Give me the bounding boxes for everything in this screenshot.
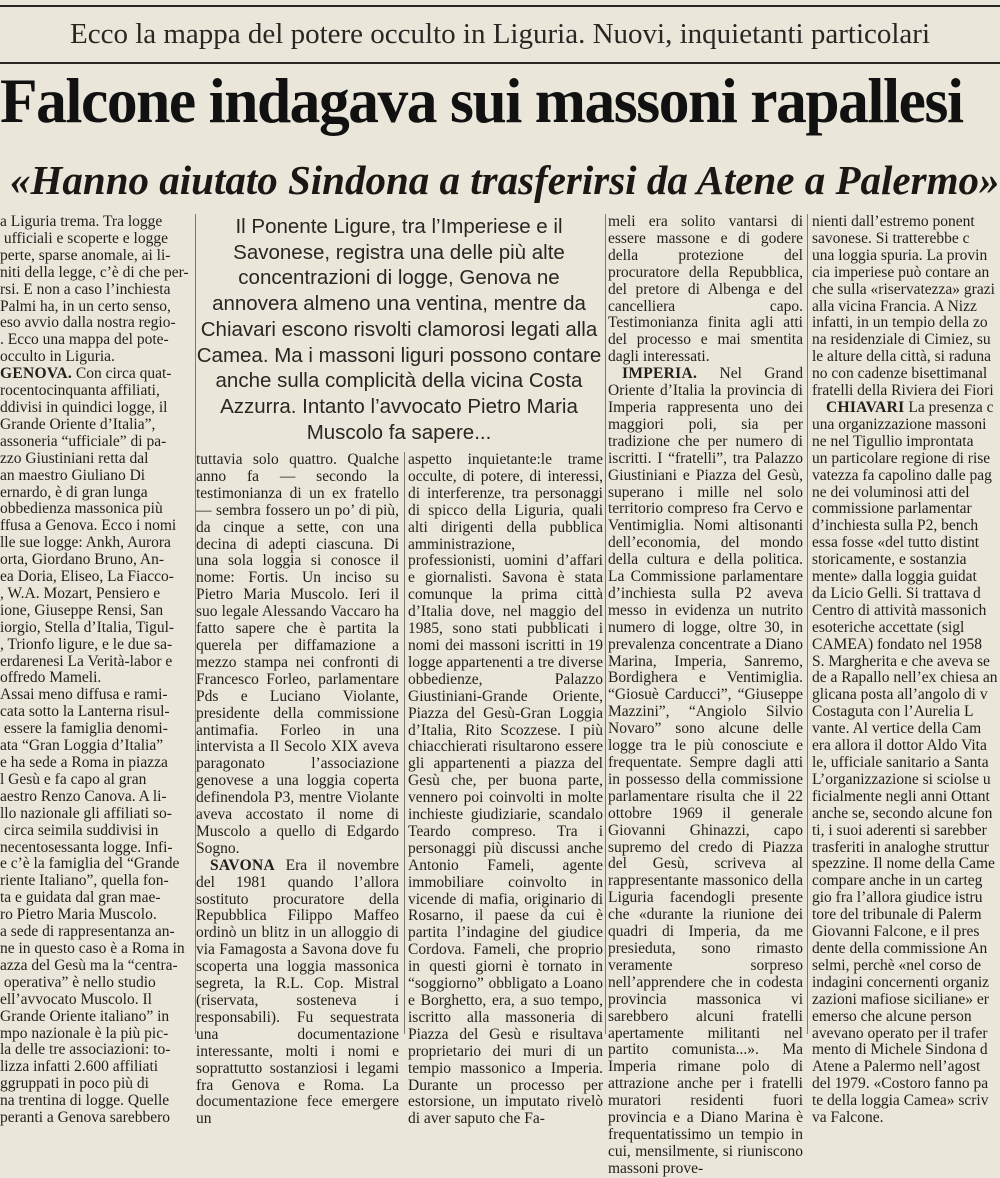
column-4: [608, 213, 803, 1177]
column-divider: [605, 214, 606, 1034]
col1-p3: Assai meno diffusa e rami- cata sotto la Lanterna risul- essere la famiglia denomi- ata “Gran Loggia d’Italia” e ha sede a Roma in piazza l Gesù e fa capo al gran aestro Renzo Canova. A li- llo nazionale gli affiliati so- circa seimila suddivisi in necentosessanta logge. Infi- e c’è la famiglia del “Grande riente Italiano”, quella fon- ta e guidata dal gran mae- ro Pietro Maria Muscolo. a sede di rappresentanza an- ne in questo caso è a Roma in azza del Gesù ma la “centra- operativa” è nello studio ell’avvocato Muscolo. Il Grande Oriente italiano” in mpo nazionale è la più pic- la delle tre associazioni: to- lizza infatti 2.600 affiliati ggruppati in poco più di na trentina di logge. Quelle peranti a Genova sarebbero: [0, 686, 185, 1127]
section-label-chiavari: CHIAVARI: [826, 398, 905, 416]
col2-p1: tuttavia solo quattro. Qualche anno fa — secondo la testimonianza di un ex fratello — sembra fossero un po’ di più, da cinque a sette, con una decina di adepti ciascuna. Di una sola loggia si conosce il nome: Fortis. Un inciso su Pietro Maria Muscolo. Ieri il suo legale Alessando Vaccaro ha fatto sapere che è partita la querela per diffamazione a mezzo stampa nei confronti di Francesco Forleo, parlamentare Pds e Luciano Violante, presidente della commissione antimafia. Forleo in una intervista a Il Secolo XIX aveva paragonato l’associazione genovese a una loggia coperta definendola P3, mentre Violante aveva accostato il nome di Muscolo a quello di Edgardo Sogno.: [196, 451, 399, 857]
section-label-imperia: IMPERIA.: [622, 365, 698, 383]
col1-genova-text: Con circa quat- rocentocinquanta affiliati, ddivisi in quindici logge, il Grande Oriente d’Italia”, assoneria “ufficiale” di pa- zzo Giustiniani retta dal an maestro Giuliano Di ernardo, è di gran lunga obbedienza massonica più ffusa a Genova. Ecco i nomi lle sue logge: Ankh, Aurora orta, Giordano Bruno, An- ea Doria, Eliseo, La Fiacco- , W.A. Mozart, Pensiero e ione, Giuseppe Rensi, San iorgio, Stella d’Italia, Tigul- , Trionfo ligure, e le due sa- erdarenesi La Verità-labor e offredo Mameli.: [0, 365, 177, 687]
col1-genova: [0, 366, 193, 687]
headline: Falcone indagava sui massoni rapallesi: [0, 65, 963, 136]
column-3: [408, 451, 603, 1128]
lead-text: Il Ponente Ligure, tra l’Imperiese e il Savonese, registra una delle più alte concentrazioni di logge, Genova ne annovera almeno una ventina, mentre da Chiavari escono risvolti clamorosi legati alla Camea. Ma i massoni liguri possono contare anche sulla complicità della vicina Costa Azzurra. Intanto l’avvocato Pietro Maria Muscolo fa sapere...: [196, 215, 602, 444]
section-label-savona: SAVONA: [210, 856, 275, 874]
col3-p1: aspetto inquietante:le trame occulte, di potere, di interessi, di interferenze, tra personaggi di spicco della Liguria, quali alti dirigenti della pubblica amministrazione, professionisti, uomini d’affari e giornalisti. Savona è stata comunque la prima città d’Italia dove, nel maggio del 1985, sono stati pubblicati i nomi dei massoni iscritti in 19 logge appartenenti a tre diverse obbedienze, Palazzo Giustiniani-Grande Oriente, Piazza del Gesù-Gran Loggia d’Italia, Rito Scozzese. I più chiacchierati risultarono essere gli appartenenti a piazza del Gesù che, per buona parte, vennero poi coinvolti in molte inchieste giudiziarie, scandalo Teardo compreso. Tra i personaggi più discussi anche Antonio Fameli, agente immobiliare coinvolto in vicende di mafia, originario di Rosarno, il paese da cui è partita l’indagine del giudice Cordova. Fameli, che proprio in questi giorni è tornato in “soggiorno” obbligato a Loano e Borghetto, era, a suo tempo, iscritto alla massoneria di Piazza del Gesù e risultava proprietario dei muri di un tempio massonico a Imperia. Durante un processo per estorsione, un imputato rivelò di aver saputo che Fa-: [408, 451, 603, 1128]
subheadline: «Hanno aiutato Sindona a trasferirsi da Atene a Palermo»: [10, 157, 1000, 203]
col4-imperia: [608, 366, 803, 1178]
column-2: [196, 451, 399, 1128]
kicker-rule: [0, 62, 1000, 64]
col4-p1: meli era solito vantarsi di essere massone e di godere della protezione del procuratore della Repubblica, del pretore di Albenga e del cancelliera capo. Testimonianza finita agli atti del processo e mai smentita dagli interessati.: [608, 213, 803, 366]
col5-chiavari-text: La presenza c una organizzazione massoni ne nel Tigullio improntata un particolare regione di rise vatezza fa capolino dalle pag ne dei voluminosi atti del commissione parlamentar d’inchiesta sulla P2, bench essa fosse «del tutto distint storicamente, e sostanzia mente» dalla loggia guidat da Licio Gelli. Si trattava d Centro di attività massonich esoteriche accettate (sigl CAMEA) fondato nel 1958 S. Margherita e che aveva se de a Rapallo nell’ex chiesa an glicana posta all’angolo di v Costaguta con l’Aurelia L vante. Al vertice della Cam era allora il dottor Aldo Vita le, ufficiale sanitario a Santa L’organizzazione si sciolse u ficialmente negli anni Ottant anche se, secondo alcune fon ti, i suoi aderenti si sarebber trasferiti in analoghe struttur spezzine. Il nome della Came compare anche in un carteg gio fra l’allora giudice istru tore del tribunale di Palerm Giovanni Falcone, e il pres dente della commissione An selmi, perchè «nel corso de indagini concernenti organiz zazioni mafiose siciliane» er emerso che alcune person avevano operato per il trafer mento di Michele Sindona d Atene a Palermo nell’agost del 1979. «Costoro fanno pa te della loggia Camea» scriv va Falcone.: [812, 398, 998, 1127]
col2-savona: [196, 858, 399, 1129]
column-divider: [404, 452, 405, 1034]
column-5: [812, 213, 1000, 1127]
col5-p1: nienti dall’estremo ponent savonese. Si tratterebbe c una loggia spuria. La provin cia imperiese può contare an che sulla «riservatezza» grazi alla vicina Francia. A Nizz infatti, in un tempio della zo na residenziale di Cimiez, su le alture della città, si raduna no con cadenze bisettimanal fratelli della Riviera dei Fiori: [812, 213, 995, 400]
col5-chiavari: [812, 400, 1000, 1127]
col1-intro: a Liguria trema. Tra logge ufficiali e scoperte e logge perte, sparse anomale, ai li- niti della legge, c’è di che per- rsi. E non a caso l’inchiesta Palmi ha, in un certo senso, eso avvio dalla nostra regio- . Ecco una mappa del pote- occulto in Liguria.: [0, 213, 189, 366]
section-label-genova: GENOVA.: [0, 365, 73, 383]
col2-savona-text: Era il novembre del 1981 quando l’allora sostituto procuratore della Repubblica Filippo Maffeo ordinò un blitz in un alloggio di via Famagosta a Savona dove fu scoperta una loggia massonica segreta, la R.L. Cop. Mistral (riservata, sosteneva i responsabili). Fu sequestrata una documentazione interessante, molti i nomi e soprattutto sostanziosi i legami fra Genova e Roma. La documentazione fece emergere un: [196, 856, 399, 1128]
column-1: [0, 214, 193, 1127]
column-divider: [807, 214, 808, 1034]
kicker: Ecco la mappa del potere occulto in Liguria. Nuovi, inquietanti particolari: [69, 18, 931, 50]
top-rule: [0, 5, 1000, 7]
lead-paragraph: [196, 214, 602, 445]
col4-imperia-text: Nel Grand Oriente d’Italia la provincia di Imperia rappresenta uno dei maggiori poli, sia per tradizione che per numero di iscritti. I “fratelli”, tra Palazzo Giustiniani e Piazza del Gesù, superano i mille nel solo territorio compreso fra Cervo e Ventimiglia. Nomi altisonanti dell’economia, del mondo della cultura e della politica. La Commissione parlamentare d’inchiesta sulla P2 aveva messo in evidenza un nutrito numero di logge, oltre 30, in prevalenza concentrate a Diano Marina, Imperia, Sanremo, Bordighera e Ventimiglia. “Giosuè Carducci”, “Giuseppe Mazzini”, “Angiolo Silvio Novaro” sono alcune delle logge tra le più conosciute e frequentate. Sempre dagli atti in possesso della commissione parlamentare risulta che il 22 ottobre 1969 il generale Giovanni Ghinazzi, capo supremo del credo di Piazza del Gesù, scriveva al rappresentante massonico della Liguria facendogli presente che «durante la riunione dei quadri di Imperia, da me presieduta, sono rimasto veramente sorpreso nell’apprendere che in codesta provincia massonica vi sarebbero alcuni fratelli apertamente militanti nel partito comunista...». Ma Imperia rimane polo di attrazione anche per i fratelli muratori residenti fuori provincia e a Diano Marina è frequentatissimo un tempio in cui, mensilmente, si riuniscono massoni prove-: [608, 365, 803, 1177]
